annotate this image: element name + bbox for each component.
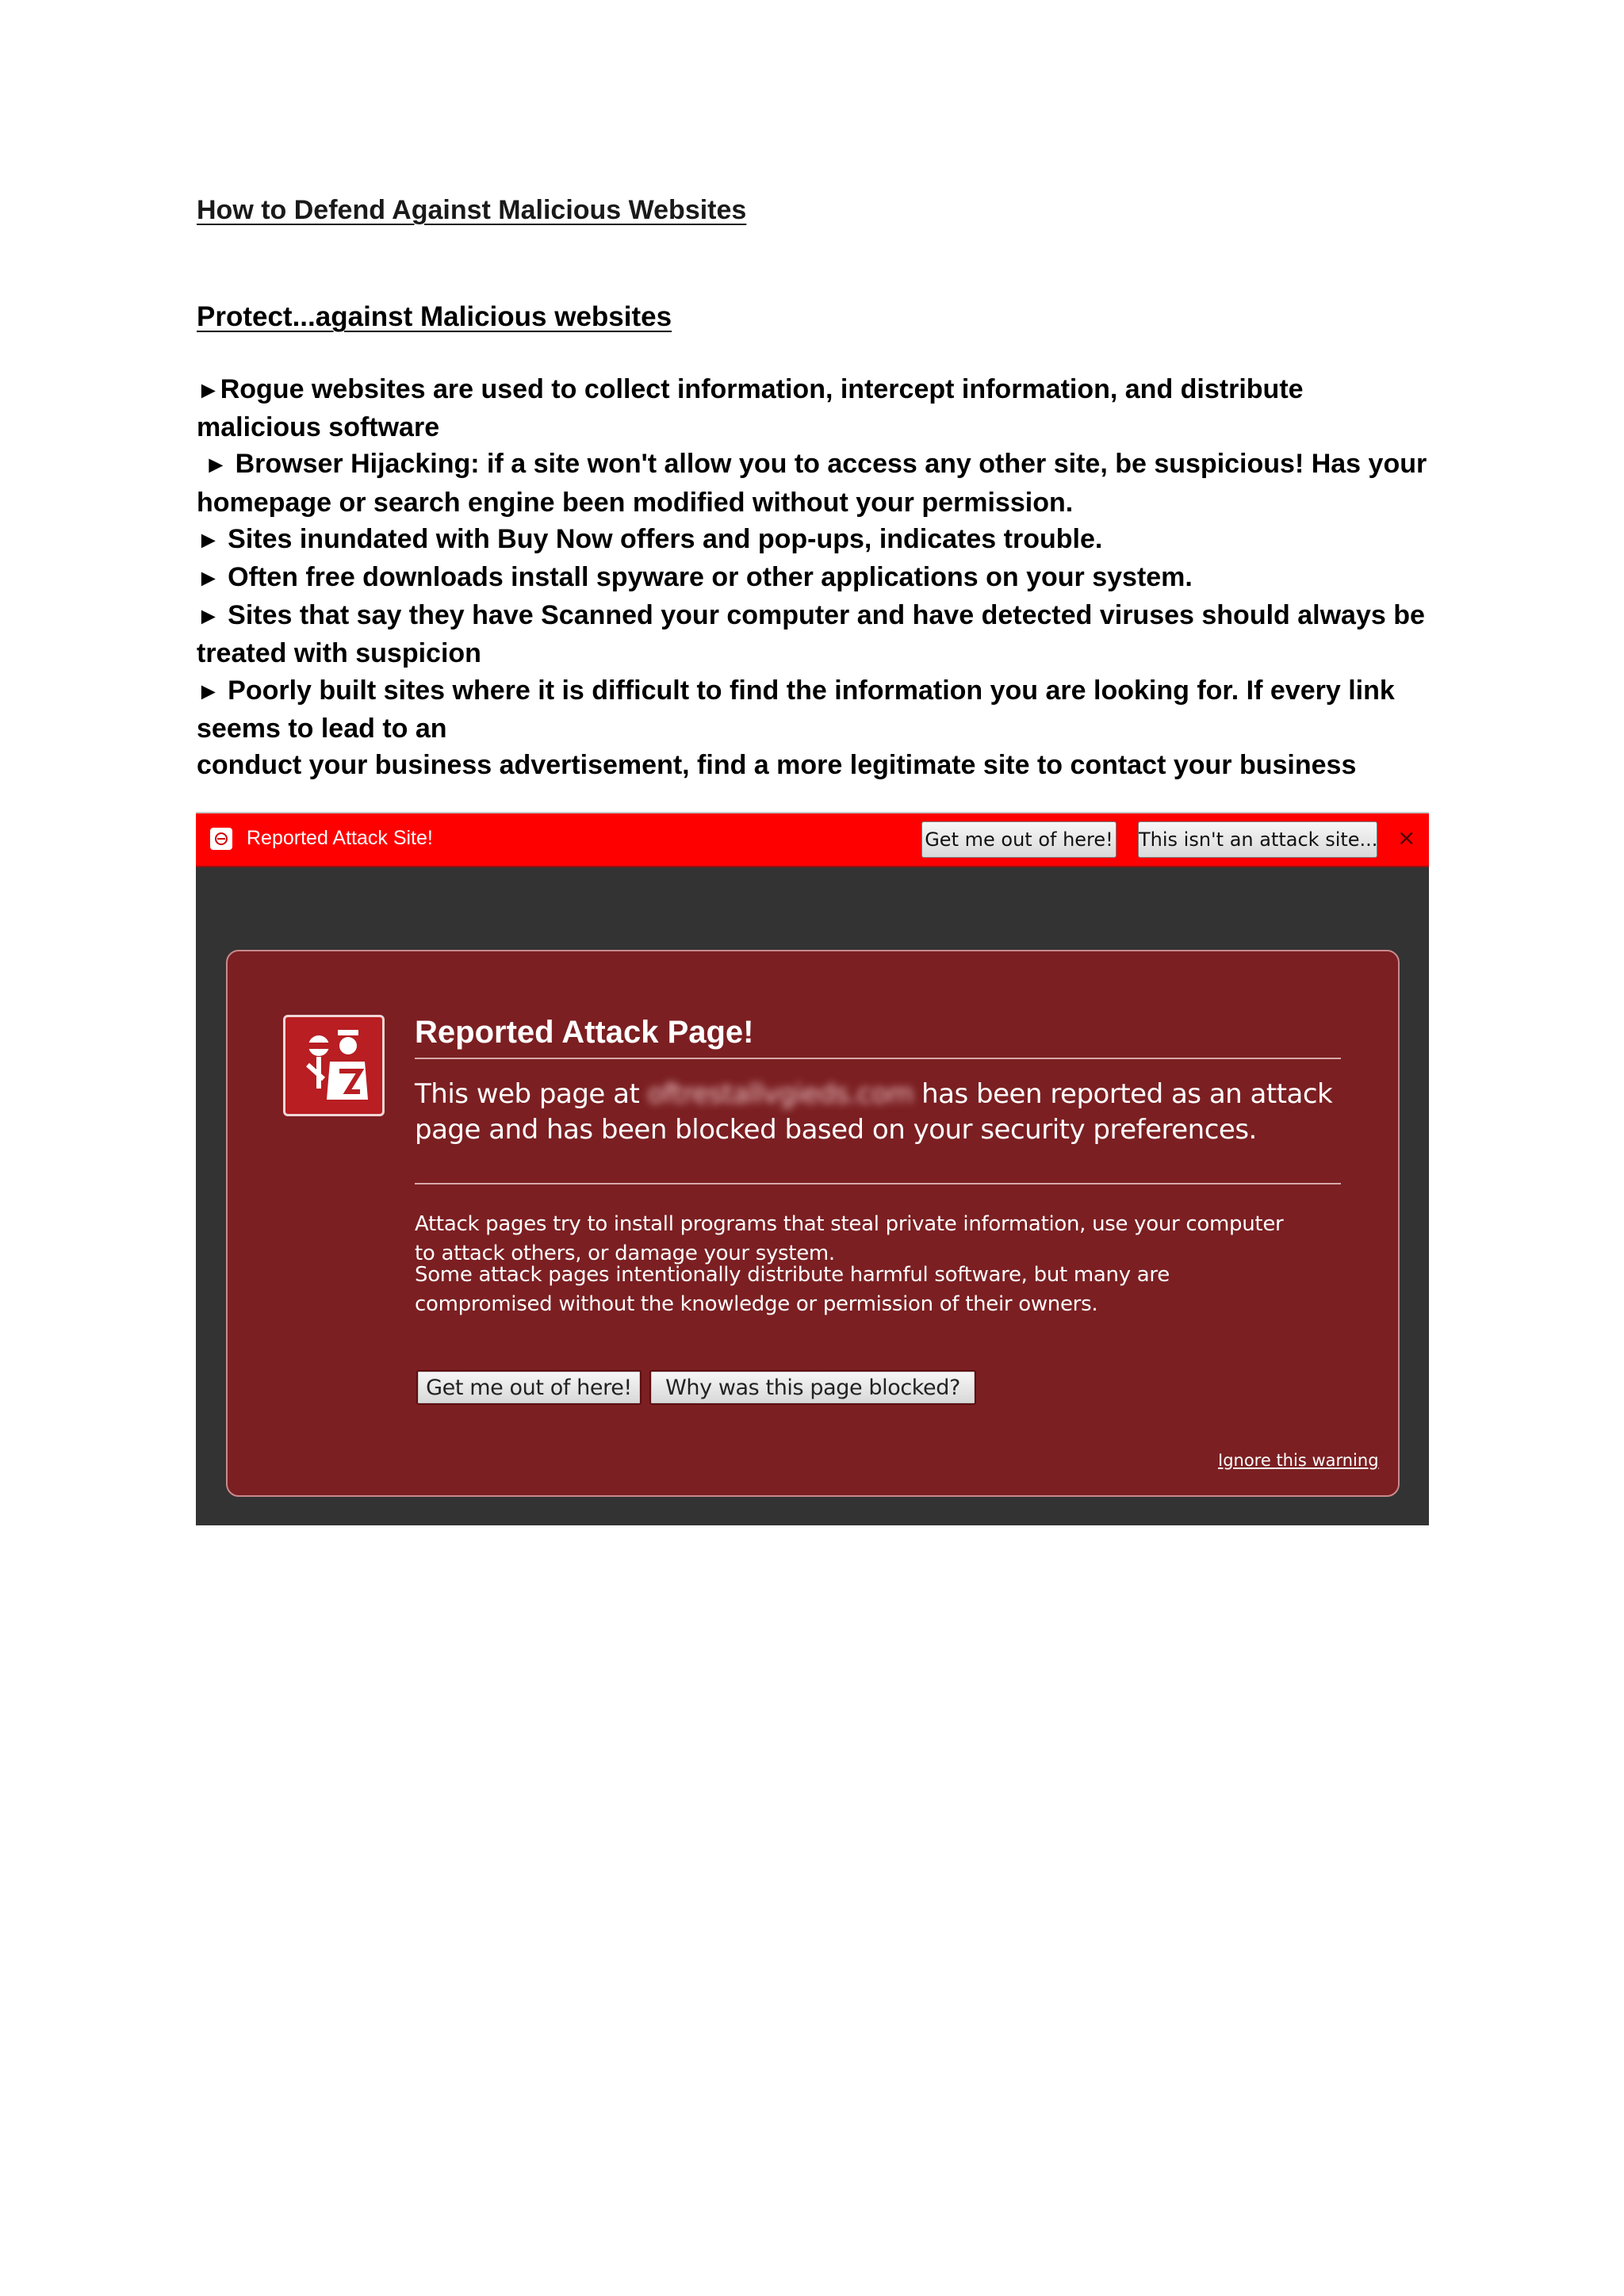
divider [415, 1183, 1341, 1184]
warning-bar-label: Reported Attack Site! [247, 827, 433, 849]
list-item: conduct your business advertisement, find a more legitimate site to contact your business [197, 750, 1357, 781]
section-heading: Protect...against Malicious websites [197, 301, 672, 332]
bullet-triangle-icon: ► [197, 565, 220, 592]
close-icon[interactable]: × [1397, 825, 1416, 851]
panel-title: Reported Attack Page! [415, 1015, 754, 1050]
compromise-explanation: Some attack pages intentionally distribute harmful software, but many are compromised without the knowledge or permission of their owners. [415, 1263, 1170, 1316]
why-blocked-button[interactable]: Why was this page blocked? [649, 1370, 976, 1405]
list-item: ► Sites inundated with Buy Now offers and pop-ups, indicates trouble. [197, 523, 1103, 554]
list-item: ►Rogue websites are used to collect information, intercept information, and distribute malicious software [197, 374, 1304, 443]
bullet-triangle-icon: ► [197, 603, 220, 630]
bullet-triangle-icon: ► [204, 452, 228, 479]
list-item: ► Often free downloads install spyware or other applications on your system. [197, 562, 1193, 593]
blocked-site-icon [210, 828, 232, 850]
list-item: ► Sites that say they have Scanned your computer and have detected viruses should always be treated with suspicion [197, 600, 1425, 669]
ignore-warning-link[interactable]: Ignore this warning [1218, 1451, 1379, 1470]
list-item: ► Browser Hijacking: if a site won't allow you to access any other site, be suspicious! Has your homepage or search engine been modified without your permission. [197, 449, 1427, 518]
bullet-list [197, 371, 1434, 783]
attack-explanation: Attack pages try to install programs that steal private information, use your computer to attack others, or damage your system. [415, 1212, 1284, 1265]
bullet-triangle-icon: ► [197, 526, 220, 553]
get-me-out-bar-button[interactable]: Get me out of here! [921, 821, 1116, 858]
get-me-out-button[interactable]: Get me out of here! [416, 1370, 642, 1405]
page-title: How to Defend Against Malicious Websites [197, 195, 747, 225]
list-item: ► Poorly built sites where it is difficult to find the information you are looking for. If every link seems to lead to an [197, 675, 1395, 744]
not-attack-site-button[interactable]: This isn't an attack site... [1138, 821, 1377, 858]
divider [415, 1058, 1341, 1059]
blurred-site-address: oftrestallvgieds.com [647, 1078, 914, 1110]
bullet-triangle-icon: ► [197, 678, 220, 705]
bullet-triangle-icon: ► [197, 377, 220, 404]
attack-page-panel [226, 950, 1400, 1497]
attack-warning-screenshot [196, 812, 1429, 1525]
warning-bar [196, 813, 1429, 867]
blocked-notice: This web page at oftrestallvgieds.com has been reported as an attack page and has been blocked based on your security preferences. [415, 1078, 1333, 1146]
security-guard-icon [283, 1015, 385, 1116]
